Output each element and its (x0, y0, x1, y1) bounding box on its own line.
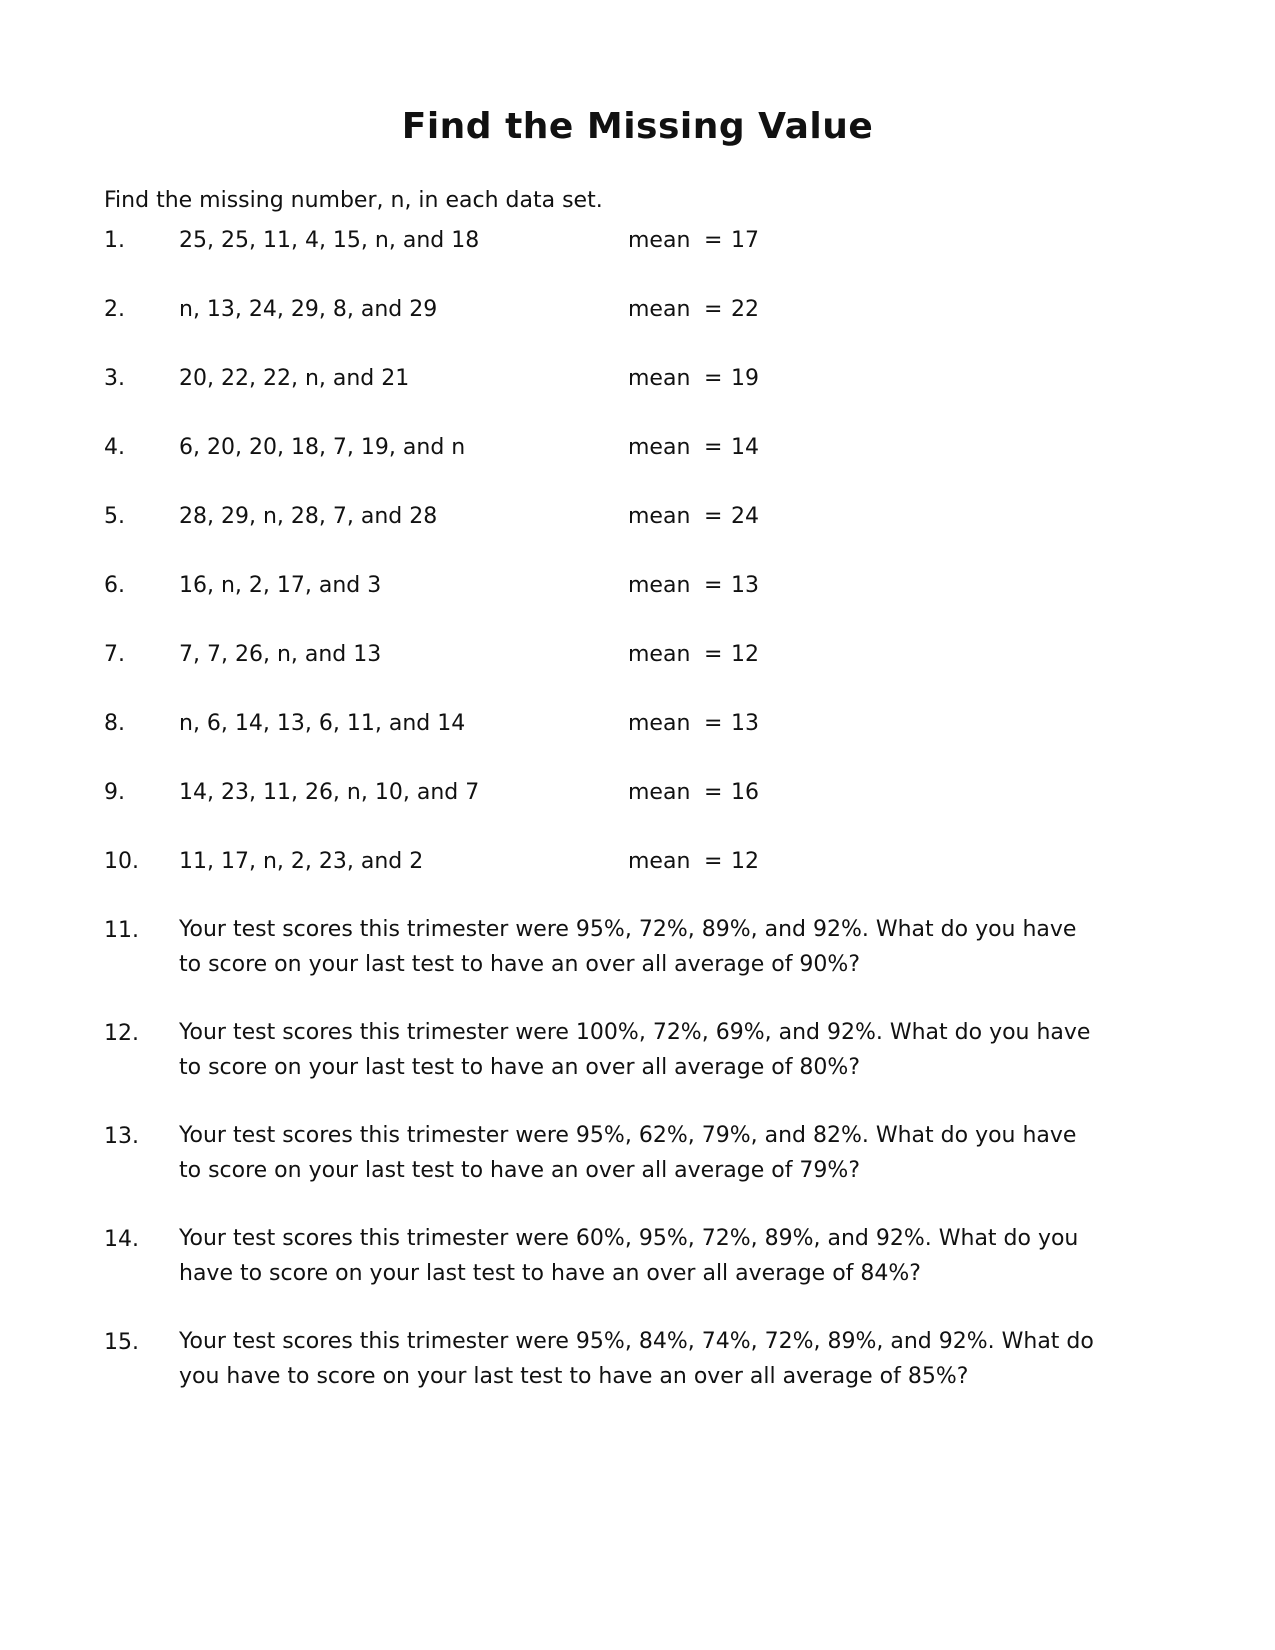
word-problem-line: Your test scores this trimester were 95%, 84%, 74%, 72%, 89%, and 92%. What do (179, 1329, 1094, 1354)
data-set: 6, 20, 20, 18, 7, 19, and n (179, 435, 466, 460)
word-problem-line: to score on your last test to have an over all average of 80%? (179, 1055, 861, 1080)
equals-sign: = (704, 504, 723, 529)
data-set: 20, 22, 22, n, and 21 (179, 366, 410, 391)
mean-value: 12 (731, 642, 759, 667)
equals-sign: = (704, 711, 723, 736)
mean-label: mean (628, 366, 691, 391)
instructions: Find the missing number, n, in each data set. (104, 188, 603, 213)
equals-sign: = (704, 228, 723, 253)
mean-label: mean (628, 435, 691, 460)
mean-label: mean (628, 297, 691, 322)
mean-value: 24 (731, 504, 759, 529)
word-problem-line: to score on your last test to have an over all average of 90%? (179, 952, 861, 977)
word-problem-line: you have to score on your last test to have an over all average of 85%? (179, 1364, 969, 1389)
mean-label: mean (628, 642, 691, 667)
problem-number: 11. (104, 918, 139, 943)
problem-number: 1. (104, 228, 125, 253)
problem-number: 5. (104, 504, 125, 529)
problem-number: 7. (104, 642, 125, 667)
equals-sign: = (704, 435, 723, 460)
mean-value: 13 (731, 573, 759, 598)
data-set: 11, 17, n, 2, 23, and 2 (179, 849, 424, 874)
equals-sign: = (704, 366, 723, 391)
problem-number: 13. (104, 1124, 139, 1149)
problem-number: 15. (104, 1330, 139, 1355)
equals-sign: = (704, 780, 723, 805)
mean-value: 13 (731, 711, 759, 736)
equals-sign: = (704, 297, 723, 322)
word-problem-line: Your test scores this trimester were 60%, 95%, 72%, 89%, and 92%. What do you (179, 1226, 1079, 1251)
mean-label: mean (628, 849, 691, 874)
word-problem-text (179, 912, 1189, 982)
data-set: n, 13, 24, 29, 8, and 29 (179, 297, 438, 322)
problem-number: 6. (104, 573, 125, 598)
mean-label: mean (628, 504, 691, 529)
problem-number: 3. (104, 366, 125, 391)
mean-label: mean (628, 780, 691, 805)
problem-number: 10. (104, 849, 139, 874)
problem-number: 14. (104, 1227, 139, 1252)
word-problem-line: Your test scores this trimester were 95%, 62%, 79%, and 82%. What do you have (179, 1123, 1077, 1148)
word-problem-line: to score on your last test to have an over all average of 79%? (179, 1158, 861, 1183)
word-problem-text (179, 1221, 1189, 1291)
word-problem-line: Your test scores this trimester were 95%, 72%, 89%, and 92%. What do you have (179, 917, 1077, 942)
problem-number: 4. (104, 435, 125, 460)
word-problem-line: Your test scores this trimester were 100%, 72%, 69%, and 92%. What do you have (179, 1020, 1091, 1045)
mean-value: 14 (731, 435, 759, 460)
mean-label: mean (628, 573, 691, 598)
word-problem-text (179, 1324, 1189, 1394)
problem-number: 12. (104, 1021, 139, 1046)
word-problem-text (179, 1118, 1189, 1188)
data-set: 14, 23, 11, 26, n, 10, and 7 (179, 780, 480, 805)
problem-number: 2. (104, 297, 125, 322)
equals-sign: = (704, 642, 723, 667)
mean-value: 19 (731, 366, 759, 391)
data-set: 28, 29, n, 28, 7, and 28 (179, 504, 438, 529)
data-set: n, 6, 14, 13, 6, 11, and 14 (179, 711, 466, 736)
word-problem-text (179, 1015, 1189, 1085)
data-set: 16, n, 2, 17, and 3 (179, 573, 382, 598)
equals-sign: = (704, 849, 723, 874)
mean-label: mean (628, 711, 691, 736)
mean-value: 12 (731, 849, 759, 874)
page-title: Find the Missing Value (401, 106, 874, 147)
problem-number: 9. (104, 780, 125, 805)
equals-sign: = (704, 573, 723, 598)
mean-label: mean (628, 228, 691, 253)
data-set: 25, 25, 11, 4, 15, n, and 18 (179, 228, 480, 253)
mean-value: 17 (731, 228, 759, 253)
problem-number: 8. (104, 711, 125, 736)
mean-value: 16 (731, 780, 759, 805)
data-set: 7, 7, 26, n, and 13 (179, 642, 382, 667)
word-problem-line: have to score on your last test to have an over all average of 84%? (179, 1261, 921, 1286)
mean-value: 22 (731, 297, 759, 322)
